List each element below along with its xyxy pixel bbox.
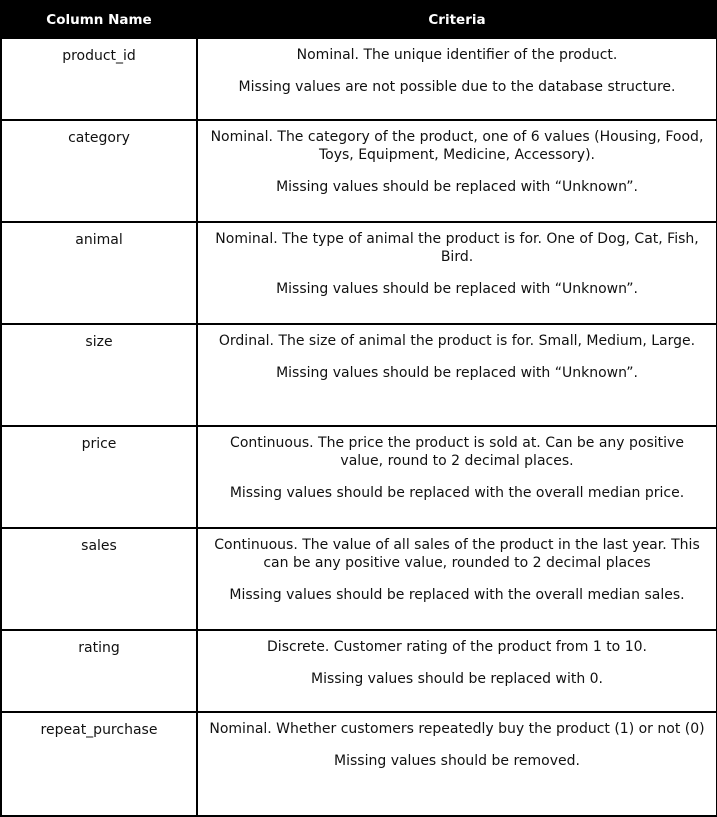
criteria-description: Discrete. Customer rating of the product from 1 to 10. (267, 639, 647, 655)
table-row (1, 324, 717, 426)
missing-values-rule: Missing values should be replaced with “Unknown”. (276, 179, 638, 195)
column-name-cell: size (1, 324, 197, 426)
column-name-cell: rating (1, 630, 197, 712)
criteria-cell (197, 712, 717, 816)
table-row (1, 120, 717, 222)
missing-values-rule: Missing values should be replaced with the overall median sales. (229, 587, 685, 603)
table-row (1, 528, 717, 630)
table-row (1, 38, 717, 120)
criteria-cell (197, 324, 717, 426)
column-name-cell: animal (1, 222, 197, 324)
column-name-header: Column Name (1, 1, 197, 38)
missing-values-rule: Missing values should be replaced with 0. (311, 671, 603, 687)
missing-values-rule: Missing values should be removed. (334, 753, 580, 769)
criteria-description: Nominal. The category of the product, one of 6 values (Housing, Food, Toys, Equipment, Medicine, Accessory). (210, 129, 704, 163)
criteria-description: Ordinal. The size of animal the product is for. Small, Medium, Large. (218, 333, 696, 349)
missing-values-rule: Missing values should be replaced with the overall median price. (229, 485, 685, 501)
criteria-description: Continuous. The price the product is sold at. Can be any positive value, round to 2 decimal places. (230, 435, 684, 469)
criteria-cell (197, 426, 717, 528)
missing-values-rule: Missing values should be replaced with “Unknown”. (276, 365, 638, 381)
header-row (1, 1, 717, 38)
table-row (1, 222, 717, 324)
missing-values-rule: Missing values should be replaced with “Unknown”. (276, 281, 638, 297)
criteria-cell (197, 528, 717, 630)
criteria-description: Nominal. The unique identifier of the product. (296, 47, 618, 63)
column-name-cell: sales (1, 528, 197, 630)
column-name-cell: price (1, 426, 197, 528)
column-name-cell: repeat_purchase (1, 712, 197, 816)
table-row (1, 426, 717, 528)
column-name-cell: product_id (1, 38, 197, 120)
column-name-cell: category (1, 120, 197, 222)
criteria-description: Nominal. Whether customers repeatedly buy the product (1) or not (0) (209, 721, 705, 737)
table-row (1, 630, 717, 712)
criteria-header: Criteria (197, 1, 717, 38)
table-row (1, 712, 717, 816)
criteria-description: Nominal. The type of animal the product is for. One of Dog, Cat, Fish, Bird. (215, 231, 699, 265)
criteria-description: Continuous. The value of all sales of the product in the last year. This can be any positive value, rounded to 2 decimal places (214, 537, 700, 571)
criteria-cell (197, 38, 717, 120)
criteria-cell (197, 222, 717, 324)
criteria-cell (197, 630, 717, 712)
criteria-cell (197, 120, 717, 222)
missing-values-rule: Missing values are not possible due to the database structure. (238, 79, 676, 95)
